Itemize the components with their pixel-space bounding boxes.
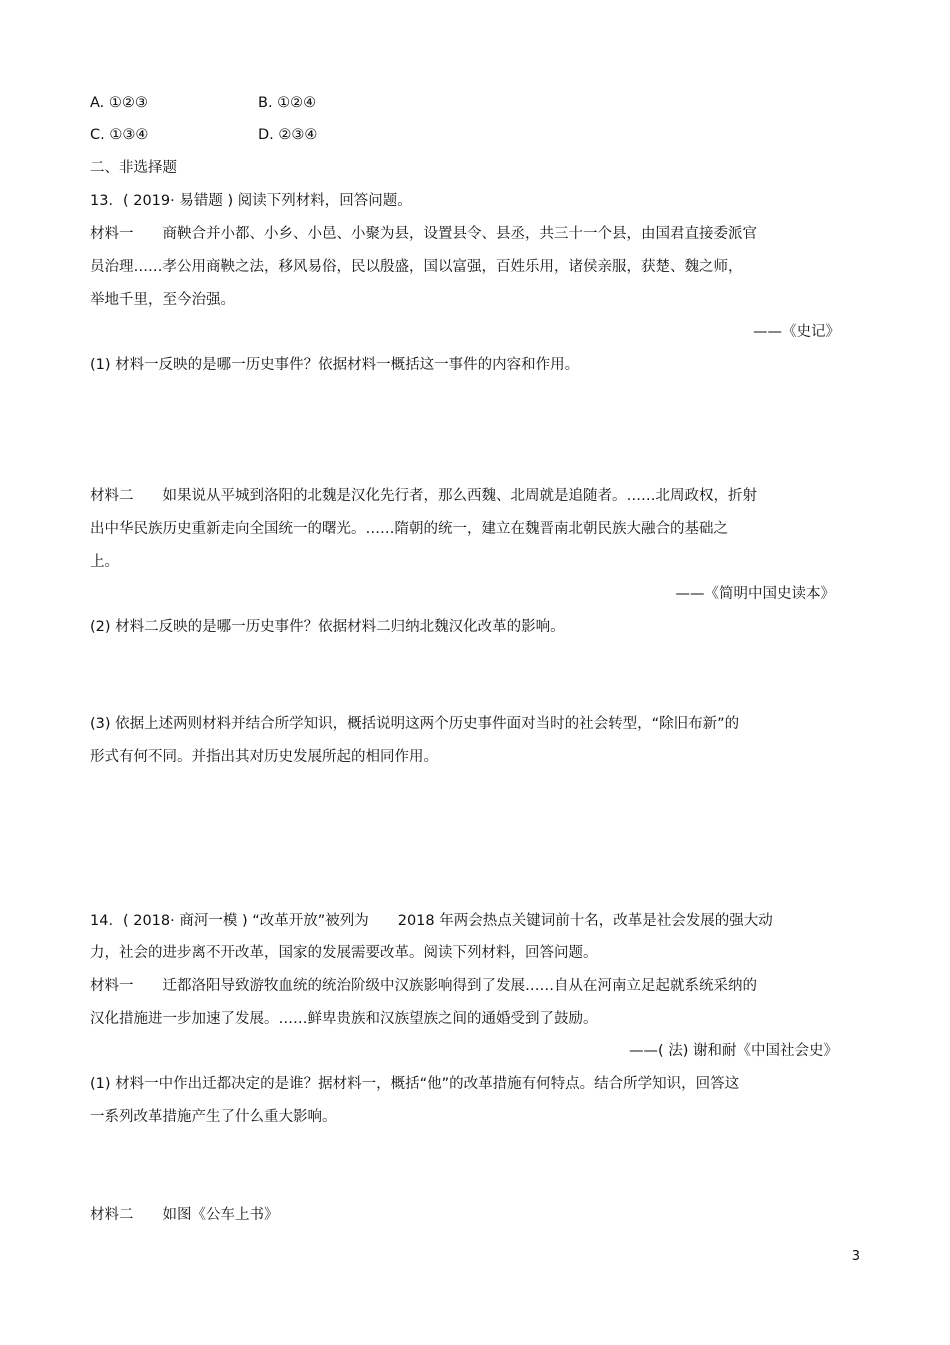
option-d: D. ②③④ [258,127,318,143]
q13-material1-source: ——《史记》 [753,324,840,340]
q13-question3-line2: 形式有何不同。并指出其对历史发展所起的相同作用。 [90,749,438,765]
option-c: C. ①③④ [90,127,149,143]
q13-material2-line2: 出中华民族历史重新走向全国统一的曙光。……隋朝的统一，建立在魏晋南北朝民族大融合的基础之 [90,521,728,537]
page-number: 3 [851,1249,860,1264]
q14-question1-line2: 一系列改革措施产生了什么重大影响。 [90,1109,337,1125]
q13-question2: (2) 材料二反映的是哪一历史事件？依据材料二归纳北魏汉化改革的影响。 [90,619,565,635]
option-b: B. ①②④ [258,95,317,111]
q13-material1-line3: 举地千里，至今治强。 [90,292,235,308]
q14-material1-line2: 汉化措施进一步加速了发展。……鲜卑贵族和汉族望族之间的通婚受到了鼓励。 [90,1011,598,1027]
q13-material1-line2: 员治理……孝公用商鞅之法，移风易俗，民以殷盛，国以富强，百姓乐用，诸侯亲服，获楚、魏之师， [90,259,743,275]
q14-material1-line1: 材料一 迁都洛阳导致游牧血统的统治阶级中汉族影响得到了发展……自从在河南立足起就系统采纳的 [90,978,757,994]
q13-material2-source: ——《简明中国史读本》 [675,586,835,602]
q14-material1-source: ——( 法) 谢和耐《中国社会史》 [628,1043,838,1059]
q14-header-line1: 14．( 2018· 商河一模 ) “改革开放”被列为 2018 年两会热点关键词前十名，改革是社会发展的强大动 [90,913,773,929]
section-title: 二、非选择题 [90,160,177,176]
q14-question1-line1: (1) 材料一中作出迁都决定的是谁？据材料一，概括“他”的改革措施有何特点。结合所学知识，回答这 [90,1076,740,1092]
q13-header: 13．( 2019· 易错题 ) 阅读下列材料，回答问题。 [90,193,412,209]
q13-question3-line1: (3) 依据上述两则材料并结合所学知识，概括说明这两个历史事件面对当时的社会转型，“除旧布新”的 [90,716,740,732]
q13-question1: (1) 材料一反映的是哪一历史事件？依据材料一概括这一事件的内容和作用。 [90,357,580,373]
q14-header-line2: 力，社会的进步离不开改革，国家的发展需要改革。阅读下列材料，回答问题。 [90,945,598,961]
q13-material2-line3: 上。 [90,554,119,570]
option-a: A. ①②③ [90,95,148,111]
q13-material2-line1: 材料二 如果说从平城到洛阳的北魏是汉化先行者，那么西魏、北周就是追随者。……北周政权，折射 [90,488,757,504]
q13-material1-line1: 材料一 商鞅合并小都、小乡、小邑、小聚为县，设置县令、县丞，共三十一个县，由国君直接委派官 [90,226,757,242]
q14-material2: 材料二 如图《公车上书》 [90,1207,279,1223]
